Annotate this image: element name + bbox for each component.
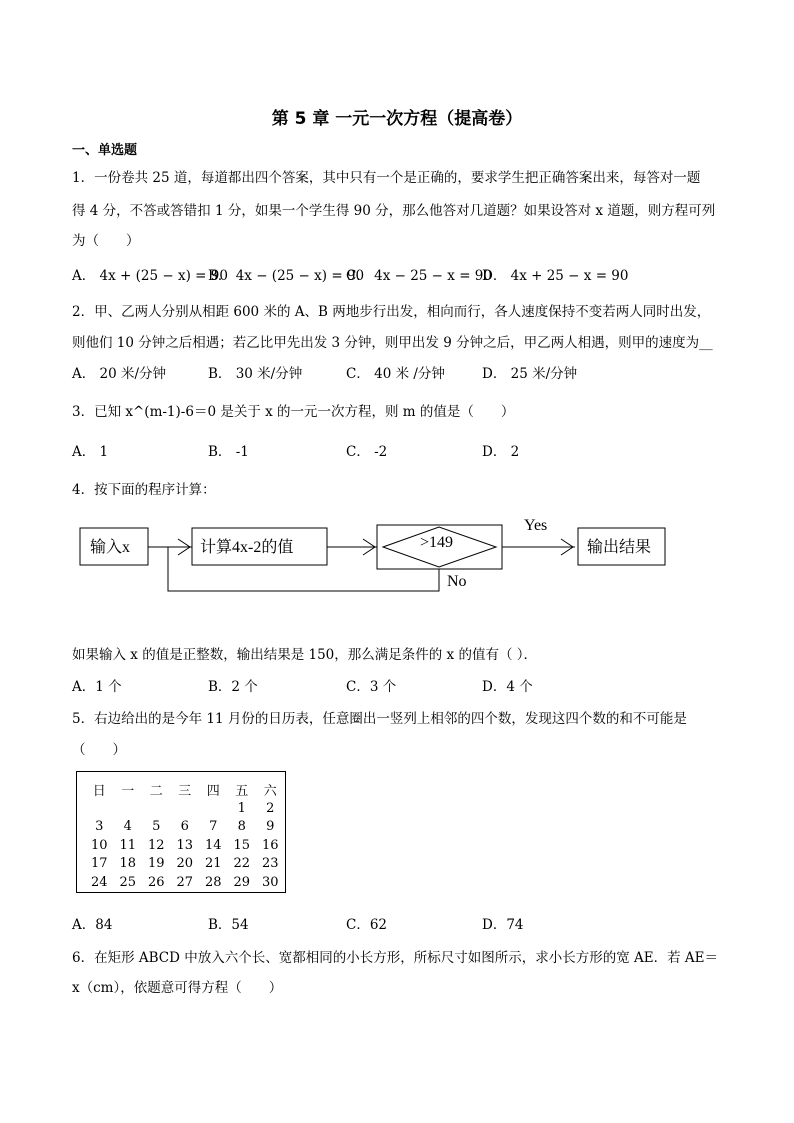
q4-option-d: D．4 个 [482,679,533,695]
calc-box-label: 计算4x-2的值 [200,539,294,556]
q3-option-a: A． 1 [72,444,109,460]
calendar-cell: 11 [119,837,137,853]
q5-option-a: A．84 [72,917,113,933]
calendar-cell: 1 [237,800,246,816]
calendar-cell [114,799,143,818]
calendar-cell: 22 [233,856,251,872]
q6-line-2: x（cm），依题意可得方程（ ） [72,980,283,996]
calendar-header-cell: 日 [92,784,106,799]
q1-option-a: A． 4x + (25 − x) = 90 [72,268,228,284]
q2-option-d: D． 25 米/分钟 [482,366,578,382]
calendar-cell: 14 [204,837,222,853]
calendar-cell: 6 [180,819,189,835]
q3-option-c: C． -2 [346,444,388,460]
calendar-cell [171,799,200,818]
q1-line-3: 为（ ） [72,233,140,249]
q5-option-b: B．54 [208,917,249,933]
calendar-cell [142,799,171,818]
no-label: No [447,573,467,590]
q5-line-1: 5．右边给出的是今年 11 月份的日历表，任意圈出一竖列上相邻的四个数，发现这四个数的和不可能是 [72,711,687,727]
calendar-header-cell: 六 [263,784,277,799]
calendar-cell: 5 [152,819,161,835]
q5-option-c: C．62 [346,917,388,933]
flowchart-diagram [70,505,700,600]
q2-line-1: 2．甲、乙两人分别从相距 600 米的 A、B 两地步行出发，相向而行，各人速度保持不变若两人同时出发， [72,304,711,320]
calendar-row [85,855,285,874]
page-title: 第 5 章 一元一次方程（提高卷） [271,109,523,129]
calendar-cell: 21 [204,856,222,872]
calendar-cell: 18 [119,856,137,872]
q1-option-b: B． 4x − (25 − x) = 90 [208,268,365,284]
output-box-label: 输出结果 [587,539,652,556]
calendar-cell: 24 [90,874,108,890]
q4-option-b: B．2 个 [208,679,258,695]
calendar-cell: 26 [147,874,165,890]
calendar-cell: 13 [176,837,194,853]
input-box-label: 输入x [90,539,131,556]
calendar-cell: 28 [204,874,222,890]
q1-line-2: 得 4 分，不答或答错扣 1 分，如果一个学生得 90 分，那么他答对几道题？如果设答对 x 道题，则方程可列 [72,203,716,219]
calendar-header-row [85,780,285,799]
q4-option-a: A．1 个 [72,679,122,695]
q5-line-2: （ ） [72,742,126,758]
calendar-cell: 12 [147,837,165,853]
calendar-header-cell: 四 [206,784,220,799]
calendar-cell: 25 [119,874,137,890]
calendar-cell: 15 [233,837,251,853]
calendar-cell: 29 [233,874,251,890]
calendar-row [85,873,285,892]
calendar-cell: 30 [261,874,279,890]
q4-option-c: C．3 个 [346,679,397,695]
q2-option-c: C． 40 米 /分钟 [346,366,445,382]
calendar-header-cell: 一 [121,784,135,799]
calendar-row [85,818,285,837]
calendar-cell: 19 [147,856,165,872]
q3-line-1: 3．已知 x^(m-1)-6＝0 是关于 x 的一元一次方程，则 m 的值是（ ） [72,404,515,420]
calendar-cell: 17 [90,856,108,872]
calendar-cell [85,799,114,818]
calendar-table [76,771,286,893]
q1-option-d: D． 4x + 25 − x = 90 [482,268,629,284]
q1-line-1: 1．一份卷共 25 道，每道都出四个答案，其中只有一个是正确的，要求学生把正确答案出来，每答对一题 [72,170,701,186]
calendar-cell [199,799,228,818]
yes-label: Yes [524,517,548,534]
calendar-cell: 16 [261,837,279,853]
q2-option-a: A． 20 米/分钟 [72,366,167,382]
q4-line-1: 4．按下面的程序计算： [72,482,216,498]
calendar-cell: 9 [266,819,275,835]
section-heading: 一、单选题 [72,143,138,158]
calendar-row [85,836,285,855]
calendar-cell: 3 [95,819,104,835]
calendar-row [85,799,285,818]
calendar-cell: 4 [123,819,132,835]
q2-option-b: B． 30 米/分钟 [208,366,303,382]
calendar-header-cell: 五 [235,784,249,799]
q1-option-c: C． 4x − 25 − x = 90 [346,268,492,284]
calendar-cell: 7 [209,819,218,835]
calendar-cell: 27 [176,874,194,890]
calendar-cell: 2 [266,800,275,816]
calendar-cell: 10 [90,837,108,853]
q6-line-1: 6．在矩形 ABCD 中放入六个长、宽都相同的小长方形，所标尺寸如图所示，求小长方形的宽 AE．若 AE＝ [72,950,719,966]
calendar-cell: 23 [261,856,279,872]
calendar-header-cell: 二 [149,784,163,799]
calendar-cell: 20 [176,856,194,872]
q4-line-2: 如果输入 x 的值是正整数，输出结果是 150，那么满足条件的 x 的值有（ ）． [72,647,537,663]
q3-option-d: D． 2 [482,444,520,460]
calendar-header-cell: 三 [178,784,192,799]
q3-option-b: B． -1 [208,444,249,460]
calendar-cell: 8 [237,819,246,835]
q2-line-2: 则他们 10 分钟之后相遇；若乙比甲先出发 3 分钟，则甲出发 9 分钟之后，甲乙两人相遇，则甲的速度为__ [72,335,713,351]
condition-label: >149 [420,534,454,551]
q5-option-d: D．74 [482,917,524,933]
